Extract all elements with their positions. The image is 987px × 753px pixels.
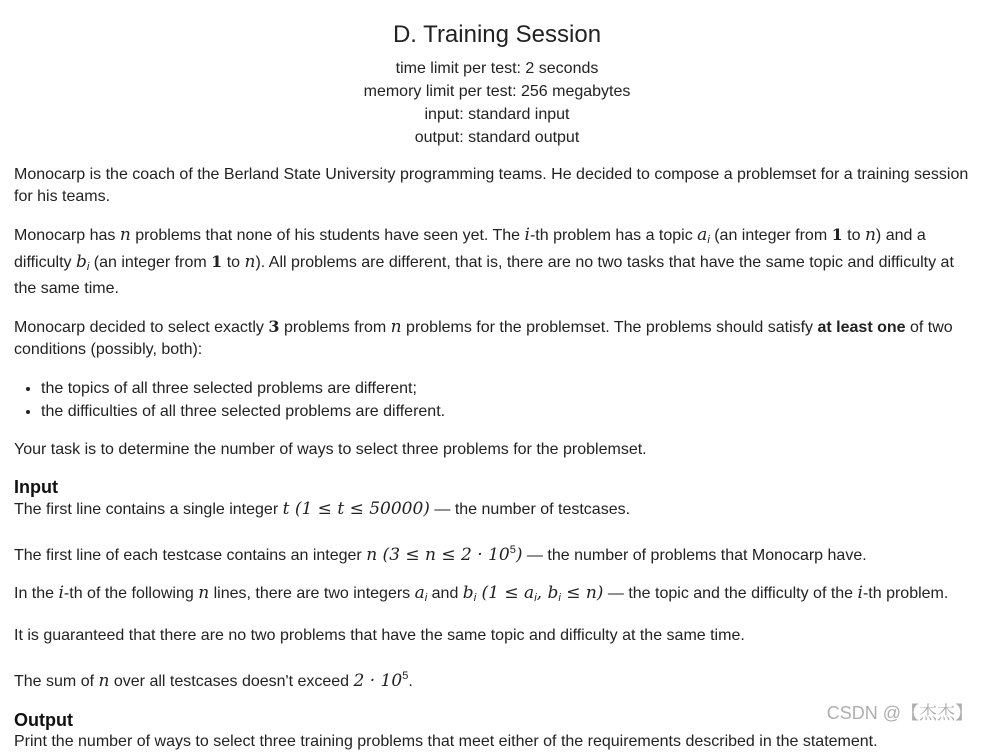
statement-paragraph-3: Monocarp decided to select exactly 3 problems from n problems for the problemset. The problems should satisfy at least one of two conditions (possibly, both): bbox=[14, 317, 953, 358]
input-line-4: It is guaranteed that there are no two problems that have the same topic and difficulty at the same time. bbox=[14, 627, 745, 644]
input-spec: input: standard input bbox=[424, 106, 570, 123]
input-section-title: Input bbox=[14, 477, 58, 497]
conditions-list bbox=[14, 377, 980, 423]
watermark: CSDN @【杰杰】 bbox=[826, 703, 973, 723]
problem-title: D. Training Session bbox=[392, 21, 602, 48]
output-line-1: Print the number of ways to select three training problems that meet either of the requirements described in the statement. bbox=[14, 733, 878, 750]
problem-page bbox=[14, 0, 980, 753]
memory-limit: memory limit per test: 256 megabytes bbox=[363, 83, 631, 100]
time-limit: time limit per test: 2 seconds bbox=[395, 60, 599, 77]
output-section-title: Output bbox=[14, 710, 73, 730]
input-line-3: In the i-th of the following n lines, there are two integers $a_i$ and $b_i$ ($1 \le a_i$, $b_i \le n$) — the topic and the difficulty of the i-th problem. bbox=[14, 583, 949, 604]
input-line-1: The first line contains a single integer t (1 ≤ t ≤ 50000) — the number of testcases. bbox=[14, 499, 631, 519]
statement-paragraph-2: Monocarp has n problems that none of his students have seen yet. The i-th problem has a topic $a_i$ (an integer from 1 to n) and a difficulty $b_i$ (an integer from 1 to n). All problems are different, that is, there are no two tasks that have the same topic and difficulty at the same time. bbox=[14, 225, 954, 297]
list-item: • the topics of all three selected problems are different; bbox=[41, 377, 980, 400]
statement-paragraph-4: Your task is to determine the number of ways to select three problems for the problemset. bbox=[14, 441, 647, 458]
problem-header bbox=[14, 21, 980, 149]
statement-paragraph-1: Monocarp is the coach of the Berland State University programming teams. He decided to compose a problemset for a training session for his teams. bbox=[14, 166, 969, 205]
list-item: • the difficulties of all three selected problems are different. bbox=[41, 400, 980, 423]
output-spec: output: standard output bbox=[414, 129, 580, 146]
input-line-5: The sum of n over all testcases doesn't exceed $2 \cdot 10^5$. bbox=[14, 670, 413, 691]
input-line-2: The first line of each testcase contains an integer n $(3 \le n \le 2 \cdot 10^5)$ — the number of problems that Monocarp have. bbox=[14, 544, 867, 565]
